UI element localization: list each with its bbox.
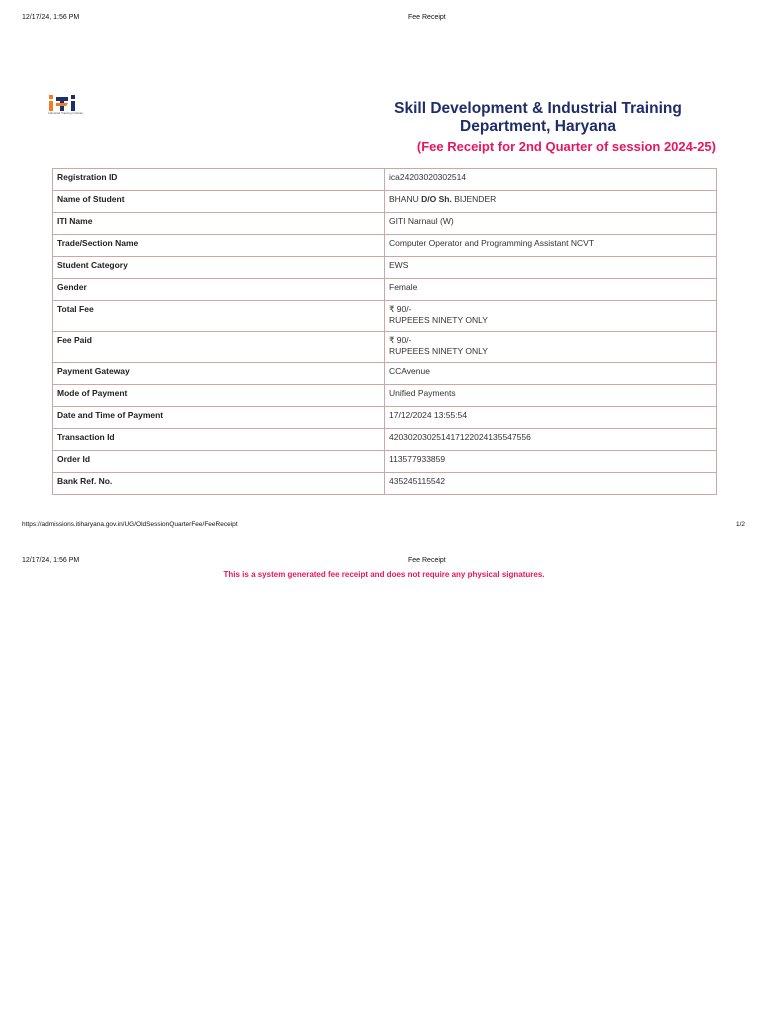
fee-receipt-table — [52, 168, 717, 495]
system-generated-note: This is a system generated fee receipt and does not require any physical signatures. — [223, 570, 545, 579]
gender-label: Gender — [53, 279, 385, 301]
table-row — [53, 213, 717, 235]
print-datetime: 12/17/24, 1:56 PM — [22, 14, 80, 21]
transaction-id-label: Transaction Id — [53, 429, 385, 451]
table-row — [53, 191, 717, 213]
receipt-title: (Fee Receipt for 2nd Quarter of session 2024-25) — [416, 139, 716, 154]
student-name-value — [385, 191, 717, 213]
org-title-line1: Skill Development & Industrial Training — [394, 100, 682, 117]
table-row — [53, 257, 717, 279]
table-row — [53, 407, 717, 429]
total-fee-label: Total Fee — [53, 301, 385, 332]
total-fee-words: RUPEEES NINETY ONLY — [389, 315, 488, 325]
fee-paid-value — [385, 332, 717, 363]
table-row — [53, 169, 717, 191]
table-row — [53, 332, 717, 363]
table-row — [53, 301, 717, 332]
trade-label: Trade/Section Name — [53, 235, 385, 257]
student-parent-name: BIJENDER — [454, 194, 497, 204]
gateway-value: CCAvenue — [385, 363, 717, 385]
total-fee-value — [385, 301, 717, 332]
page-number: 1/2 — [736, 521, 746, 528]
print-doc-title-page2: Fee Receipt — [408, 557, 446, 564]
table-row — [53, 279, 717, 301]
payment-datetime-label: Date and Time of Payment — [53, 407, 385, 429]
registration-id-value: ica24203020302514 — [385, 169, 717, 191]
iti-name-label: ITI Name — [53, 213, 385, 235]
org-title — [358, 100, 718, 136]
bank-ref-value: 435245115542 — [385, 473, 717, 495]
student-name-label: Name of Student — [53, 191, 385, 213]
table-row — [53, 385, 717, 407]
print-url: https://admissions.itiharyana.gov.in/UG/OldSessionQuarterFee/FeeReceipt — [22, 521, 238, 528]
logo-caption: Industrial Training Institute — [48, 111, 84, 115]
print-datetime-page2: 12/17/24, 1:56 PM — [22, 557, 80, 564]
table-row — [53, 473, 717, 495]
table-row — [53, 363, 717, 385]
total-fee-amount: ₹ 90/- — [389, 304, 412, 314]
trade-value: Computer Operator and Programming Assistant NCVT — [385, 235, 717, 257]
org-title-line2: Department, Haryana — [460, 118, 616, 135]
gender-value: Female — [385, 279, 717, 301]
bank-ref-label: Bank Ref. No. — [53, 473, 385, 495]
table-row — [53, 429, 717, 451]
category-value: EWS — [385, 257, 717, 279]
table-row — [53, 451, 717, 473]
iti-logo — [48, 94, 88, 120]
payment-datetime-value: 17/12/2024 13:55:54 — [385, 407, 717, 429]
payment-mode-value: Unified Payments — [385, 385, 717, 407]
payment-mode-label: Mode of Payment — [53, 385, 385, 407]
student-relation: D/O Sh. — [421, 194, 452, 204]
order-id-label: Order Id — [53, 451, 385, 473]
registration-id-label: Registration ID — [53, 169, 385, 191]
student-name: BHANU — [389, 194, 419, 204]
fee-paid-amount: ₹ 90/- — [389, 335, 412, 345]
print-doc-title: Fee Receipt — [408, 14, 446, 21]
order-id-value: 113577933859 — [385, 451, 717, 473]
category-label: Student Category — [53, 257, 385, 279]
transaction-id-value: 420302030251417122024135547556 — [385, 429, 717, 451]
table-row — [53, 235, 717, 257]
gateway-label: Payment Gateway — [53, 363, 385, 385]
fee-paid-words: RUPEEES NINETY ONLY — [389, 346, 488, 356]
iti-name-value: GITI Narnaul (W) — [385, 213, 717, 235]
fee-paid-label: Fee Paid — [53, 332, 385, 363]
